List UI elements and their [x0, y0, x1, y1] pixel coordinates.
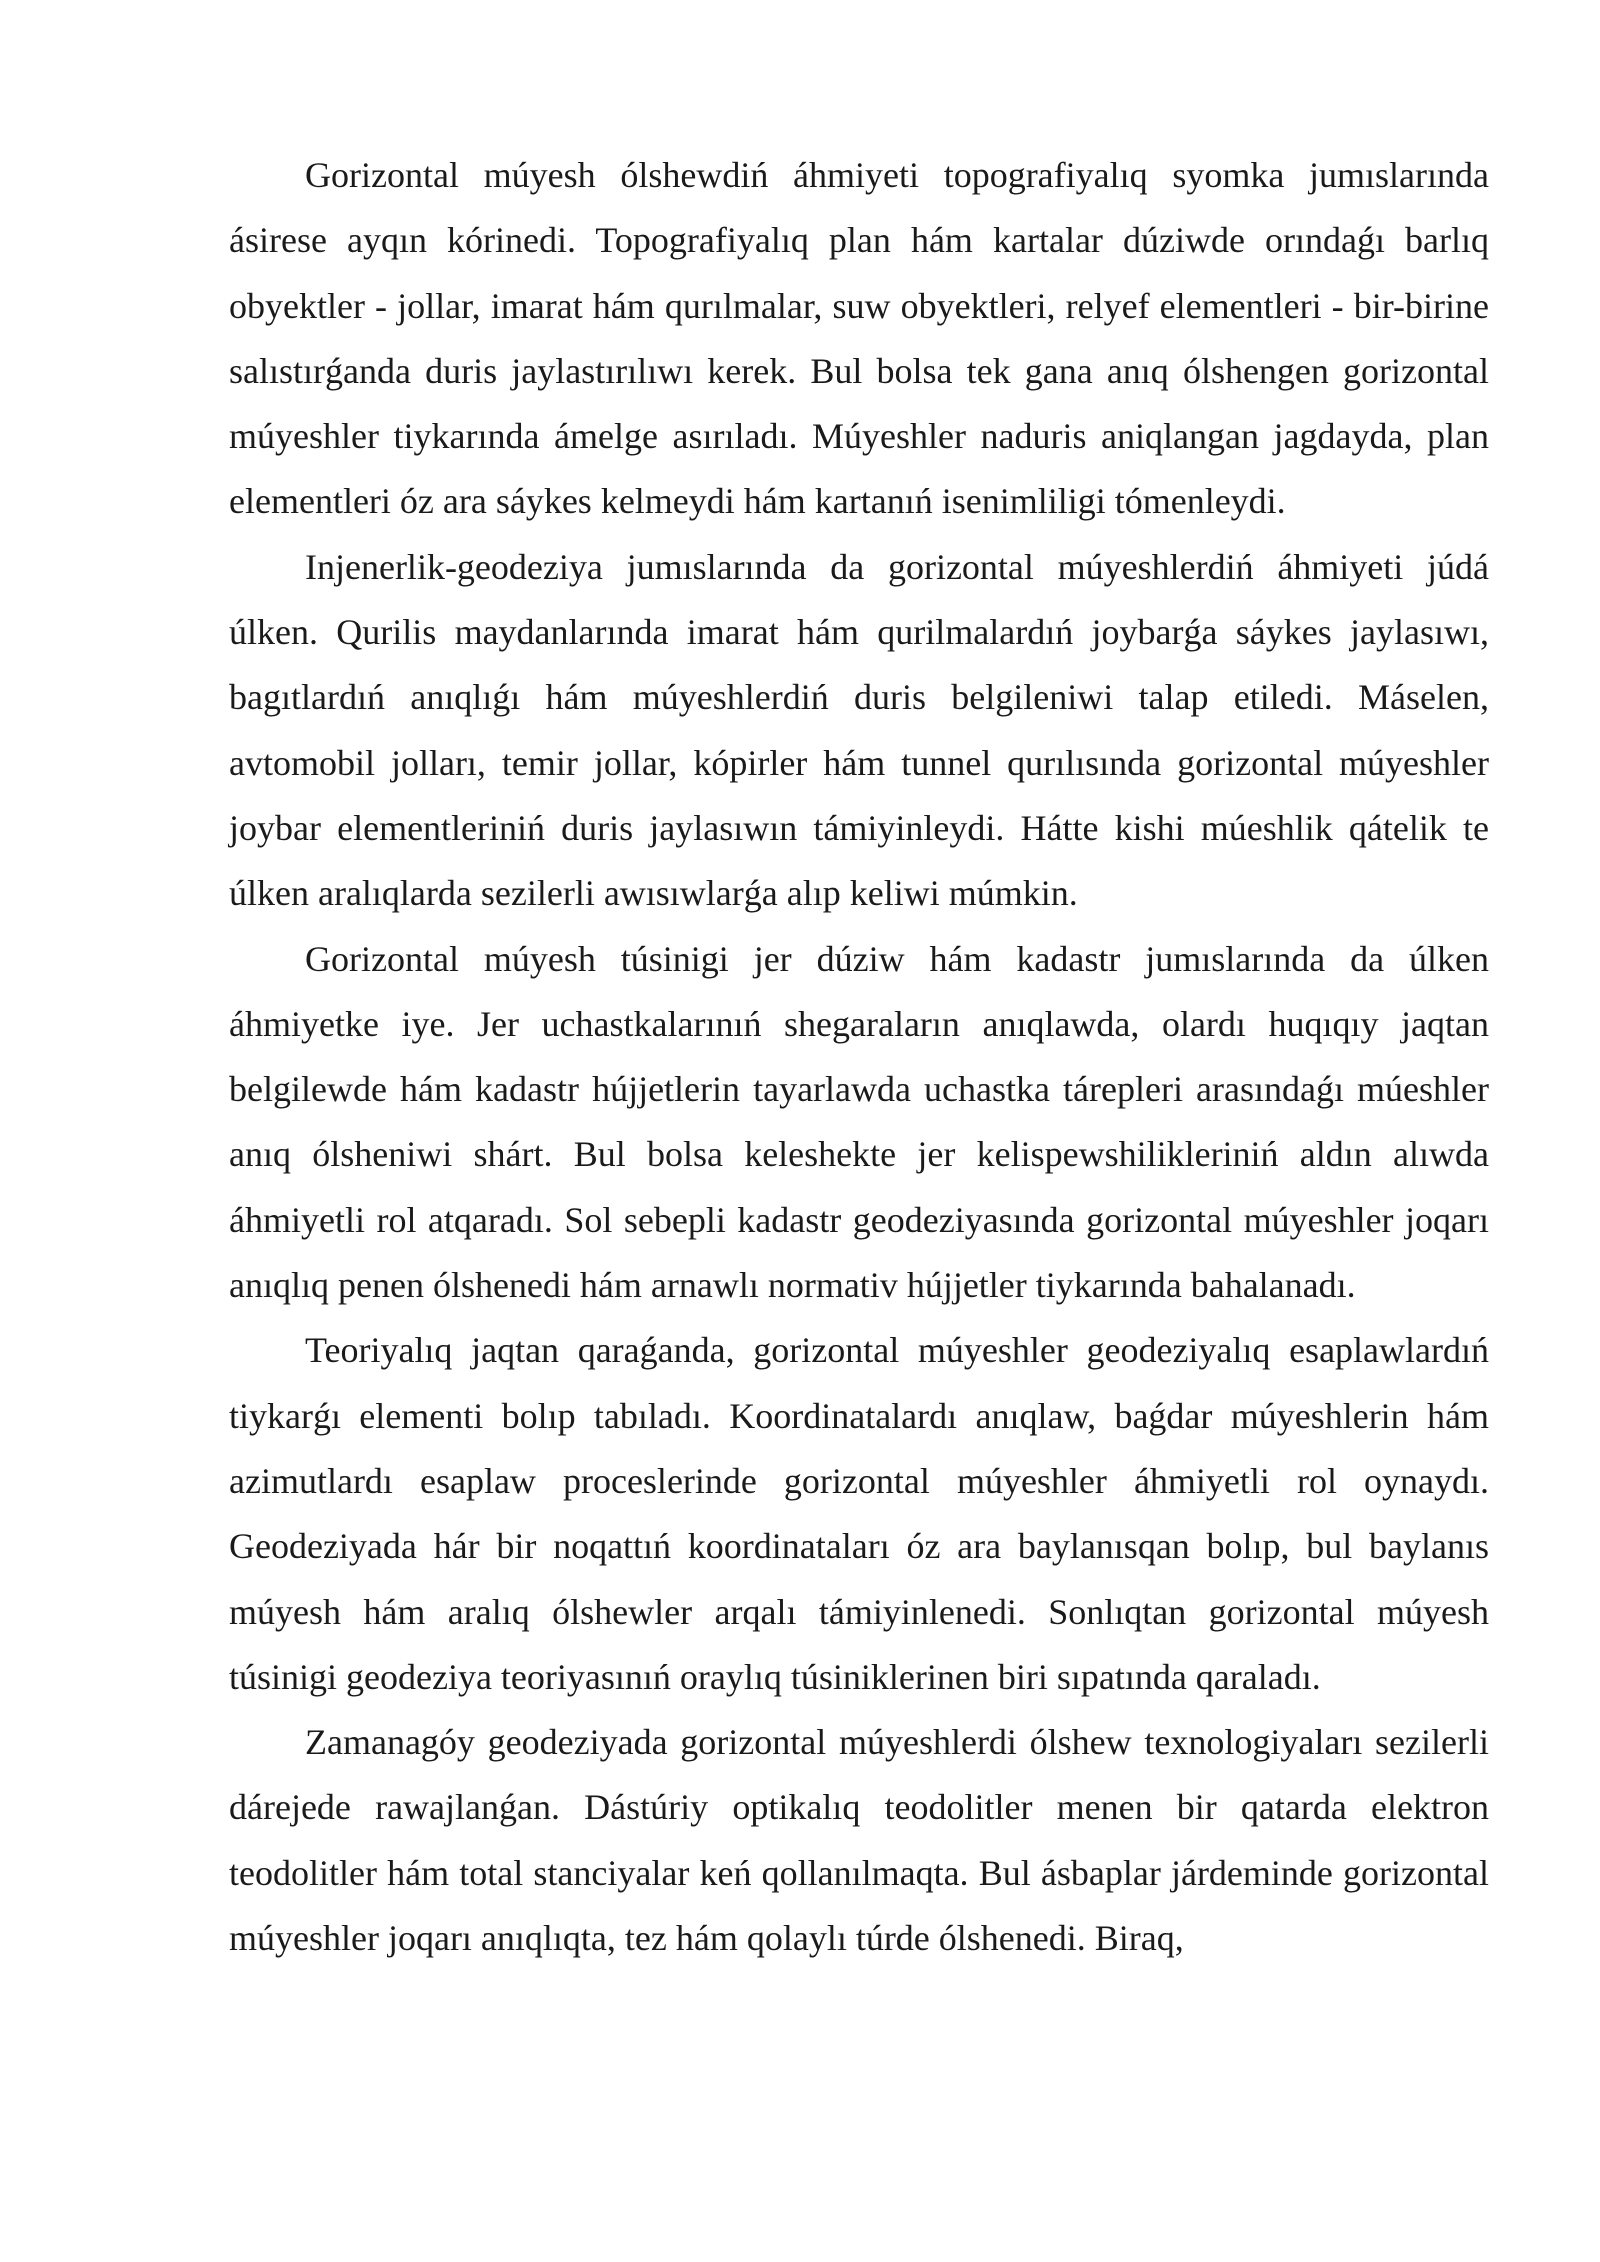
- paragraph-engineering-geodesy: Injenerlik-geodeziya jumıslarında da gorizontal múyeshlerdiń áhmiyeti júdá úlken. Qurilis maydanlarında imarat hám qurilmalardıń joybarǵa sáykes jaylasıwı, bagıtlardıń anıqlıǵı hám múyeshlerdiń duris belgileniwi talap etiledi. Máselen, avtomobil jolları, temir jollar, kópirler hám tunnel qurılısında gorizontal múyeshler joybar elementleriniń duris jaylasıwın támiyinleydi. Hátte kishi múeshlik qátelik te úlken aralıqlarda sezilerli awısıwlarǵa alıp keliwi múmkin.: [229, 546, 1489, 914]
- paragraph-modern-technology: Zamanagóy geodeziyada gorizontal múyeshlerdi ólshew texnologiyaları sezilerli dárejede rawajlanǵan. Dástúriy optikalıq teodolitler menen bir qatarda elektron teodolitler hám total stanciyalar keń qollanılmaqta. Bul ásbaplar járdeminde gorizontal múyeshler joqarı anıqlıqta, tez hám qolaylı túrde ólshenedi. Biraq,: [229, 1722, 1489, 1959]
- document-page: [229, 143, 1489, 1971]
- paragraph-theory: Teoriyalıq jaqtan qaraǵanda, gorizontal múyeshler geodeziyalıq esaplawlardıń tiykarǵı elementi bolıp tabıladı. Koordinatalardı anıqlaw, baǵdar múyeshlerin hám azimutlardı esaplaw proceslerinde gorizontal múyeshler áhmiyetli rol oynaydı. Geodeziyada hár bir noqattıń koordinataları óz ara baylanısqan bolıp, bul baylanıs múyesh hám aralıq ólshewler arqalı támiyinlenedi. Sonlıqtan gorizontal múyesh túsinigi geodeziya teoriyasınıń oraylıq túsiniklerinen biri sıpatında qaraladı.: [229, 1330, 1489, 1697]
- paragraph-cadastre: Gorizontal múyesh túsinigi jer dúziw hám kadastr jumıslarında da úlken áhmiyetke iye. Jer uchastkalarınıń shegaraların anıqlawda, olardı huqıqıy jaqtan belgilewde hám kadastr hújjetlerin tayarlawda uchastka tárepleri arasındaǵı múeshler anıq ólsheniwi shárt. Bul bolsa keleshekte jer kelispewshilikleriniń aldın alıwda áhmiyetli rol atqaradı. Sol sebepli kadastr geodeziyasında gorizontal múyeshler joqarı anıqlıq penen ólshenedi hám arnawlı normativ hújjetler tiykarında bahalanadı.: [229, 938, 1489, 1306]
- paragraph-topography: Gorizontal múyesh ólshewdiń áhmiyeti topografiyalıq syomka jumıslarında ásirese ayqın kórinedi. Topografiyalıq plan hám kartalar dúziwde orındaǵı barlıq obyektler - jollar, imarat hám qurılmalar, suw obyektleri, relyef elementleri - bir-birine salıstırǵanda duris jaylastırılıwı kerek. Bul bolsa tek gana anıq ólshengen gorizontal múyeshler tiykarında ámelge asırıladı. Múyeshler naduris aniqlangan jagdayda, plan elementleri óz ara sáykes kelmeydi hám kartanıń isenimliligi tómenleydi.: [229, 155, 1489, 522]
